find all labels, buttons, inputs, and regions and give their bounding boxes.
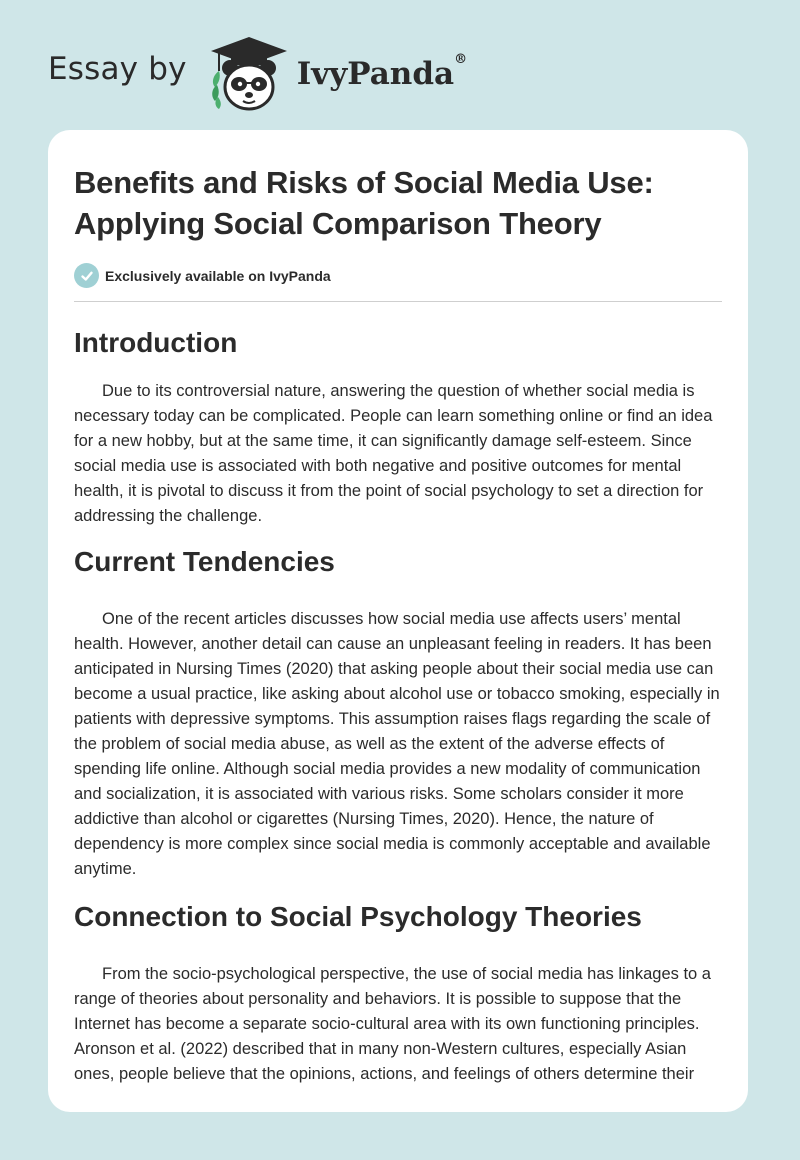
site-header (48, 34, 467, 114)
section-body-current-tendencies: One of the recent articles discusses how social media use affects users’ mental health. However, another detail can cause an unpleasant feeling in readers. It has been anticipated in Nursing Times (2020) that asking people about their social media use can become a usual practice, like asking about alcohol use or tobacco smoking, especially in patients with depressive symptoms. This assumption raises flags regarding the scale of the problem of social media abuse, as well as the extent of the adverse effects of spending life online. Although social media provides a new modality of communication and socialization, it is associated with various risks. Some scholars consider it more addictive than alcohol or cigarettes (Nursing Times, 2020). Hence, the nature of dependency is more complex since social media is commonly acceptable and available anytime. (74, 610, 720, 878)
exclusive-badge (74, 263, 722, 302)
panda-logo-icon[interactable] (203, 35, 295, 113)
essay-by-label: Essay by (48, 51, 187, 87)
section-body-connection: From the socio-psychological perspective, the use of social media has linkages to a range of theories about personality and behaviors. It is possible to suppose that the Internet has become a separate socio-cultural area with its own functioning principles. Aronson et al. (2022) described that in many non-Western cultures, especially Asian ones, people believe that the opinions, actions, and feelings of others determine their (74, 965, 711, 1083)
exclusive-label: Exclusively available on IvyPanda (105, 267, 331, 284)
brand-name[interactable]: IvyPanda® (296, 51, 468, 92)
registered-mark: ® (454, 51, 468, 67)
section-heading-current-tendencies: Current Tendencies (74, 546, 335, 577)
check-icon (74, 263, 99, 288)
essay-title: Benefits and Risks of Social Media Use: Applying Social Comparison Theory (74, 165, 654, 241)
section-heading-connection: Connection to Social Psychology Theories (74, 901, 642, 932)
section-body-introduction: Due to its controversial nature, answering the question of whether social media is necessary today can be complicated. People can learn something online or find an idea for a new hobby, but at the same time, it can significantly damage self-esteem. Since social media use is associated with both negative and positive outcomes for mental health, it is pivotal to discuss it from the point of social psychology to set a direction for addressing the challenge. (74, 382, 713, 525)
section-heading-introduction: Introduction (74, 327, 238, 358)
essay-card (48, 130, 748, 1112)
